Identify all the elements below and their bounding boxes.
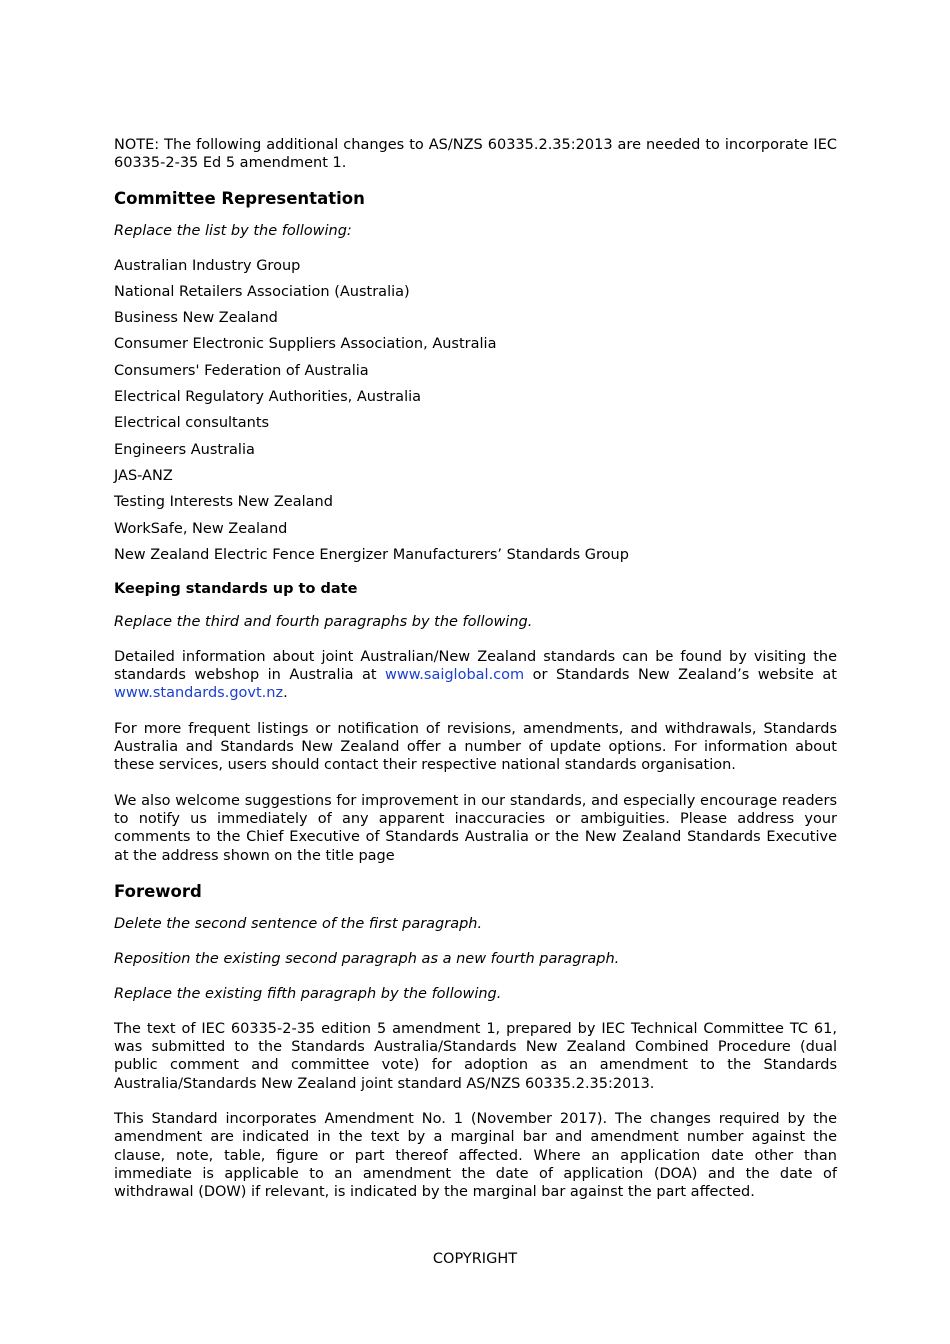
- keeping-paragraph-1-text-b: or Standards New Zealand’s website at: [524, 667, 837, 684]
- foreword-instruction-1: Delete the second sentence of the first paragraph.: [114, 915, 483, 932]
- keeping-paragraph-1: [114, 648, 837, 703]
- page-footer: COPYRIGHT: [432, 1251, 518, 1267]
- list-item: National Retailers Association (Australia): [114, 283, 410, 300]
- standards-nz-link[interactable]: www.standards.govt.nz: [114, 685, 284, 702]
- foreword-instruction-2: Reposition the existing second paragraph as a new fourth paragraph.: [114, 950, 620, 967]
- list-item: Business New Zealand: [114, 310, 278, 327]
- list-item: Testing Interests New Zealand: [114, 494, 333, 511]
- keeping-standards-instruction: Replace the third and fourth paragraphs by the following.: [114, 613, 533, 630]
- saiglobal-link[interactable]: www.saiglobal.com: [385, 667, 525, 684]
- committee-member-list: [114, 257, 837, 564]
- list-item: New Zealand Electric Fence Energizer Manufacturers’ Standards Group: [114, 546, 629, 563]
- list-item: WorkSafe, New Zealand: [114, 520, 288, 537]
- keeping-standards-heading: Keeping standards up to date: [114, 580, 358, 597]
- keeping-paragraph-1-text-c: .: [283, 685, 288, 702]
- foreword-paragraph-1: The text of IEC 60335-2-35 edition 5 amendment 1, prepared by IEC Technical Committee TC 61, was submitted to the Standards Australia/Standards New Zealand Combined Procedure (dual public comment and committee vote) for adoption as an amendment to the Standards Australia/Standards New Zealand joint standard AS/NZS 60335.2.35:2013.: [114, 1020, 837, 1092]
- list-item: Engineers Australia: [114, 441, 255, 458]
- list-item: Consumer Electronic Suppliers Association, Australia: [114, 336, 497, 353]
- committee-heading: Committee Representation: [114, 188, 365, 208]
- list-item: JAS-ANZ: [114, 467, 173, 484]
- document-body: [114, 136, 837, 1202]
- foreword-heading: Foreword: [114, 881, 202, 901]
- list-item: Australian Industry Group: [114, 257, 301, 274]
- list-item: Consumers' Federation of Australia: [114, 362, 369, 379]
- list-item: Electrical consultants: [114, 415, 270, 432]
- foreword-instruction-3: Replace the existing fifth paragraph by the following.: [114, 985, 502, 1002]
- keeping-paragraph-3: We also welcome suggestions for improvement in our standards, and especially encourage readers to notify us immediately of any apparent inaccuracies or ambiguities. Please address your comments to the Chief Executive of Standards Australia or the New Zealand Standards Executive at the address shown on the title page: [114, 792, 837, 864]
- list-item: Electrical Regulatory Authorities, Australia: [114, 389, 422, 406]
- keeping-paragraph-1-text-a: Detailed information about joint Australian/New Zealand standards can be found by visiting the standards webshop in Australia at: [114, 648, 837, 684]
- intro-note: NOTE: The following additional changes to AS/NZS 60335.2.35:2013 are needed to incorporate IEC 60335-2-35 Ed 5 amendment 1.: [114, 137, 837, 172]
- keeping-paragraph-2: For more frequent listings or notification of revisions, amendments, and withdrawals, Standards Australia and Standards New Zealand offer a number of update options. For information about these services, users should contact their respective national standards organisation.: [114, 720, 837, 774]
- foreword-paragraph-2: This Standard incorporates Amendment No. 1 (November 2017). The changes required by the amendment are indicated in the text by a marginal bar and amendment number against the clause, note, table, figure or part thereof affected. Where an application date other than immediate is applicable to an amendment the date of application (DOA) and the date of withdrawal (DOW) if relevant, is indicated by the marginal bar against the part affected.: [114, 1111, 837, 1201]
- committee-instruction: Replace the list by the following:: [114, 222, 352, 239]
